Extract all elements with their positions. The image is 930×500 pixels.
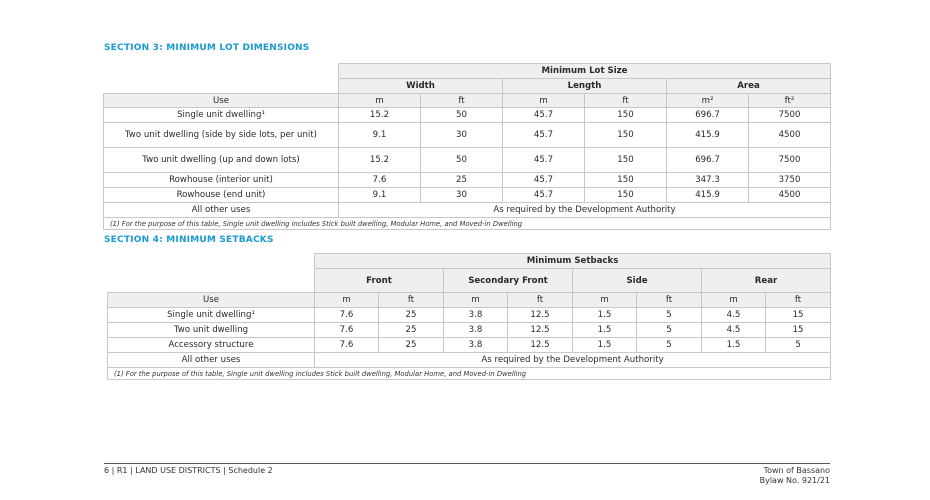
blank-cell	[104, 64, 339, 79]
value-cell: 5	[637, 308, 702, 323]
unit-cell: m	[573, 293, 637, 308]
value-cell: 9.1	[339, 188, 421, 203]
footer-bylaw	[760, 466, 830, 486]
group-header: Minimum Lot Size	[339, 64, 831, 79]
value-cell: 7.6	[339, 173, 421, 188]
sub-header-width: Width	[339, 79, 503, 94]
value-cell: 3.8	[444, 323, 508, 338]
table-row	[104, 203, 831, 218]
value-cell: 696.7	[667, 148, 749, 173]
sub-header-side: Side	[573, 269, 702, 293]
unit-cell: ft	[508, 293, 573, 308]
other-uses-text: As required by the Development Authority	[315, 353, 831, 368]
use-header: Use	[104, 94, 339, 108]
use-cell: Single unit dwelling¹	[108, 308, 315, 323]
use-cell: Rowhouse (end unit)	[104, 188, 339, 203]
table-footnote: (1) For the purpose of this table, Single unit dwelling includes Stick built dwelling, Modular Home, and Moved-in Dwelling	[104, 218, 831, 230]
value-cell: 50	[421, 108, 503, 123]
value-cell: 4500	[749, 123, 831, 148]
unit-cell: m	[503, 94, 585, 108]
value-cell: 150	[585, 123, 667, 148]
use-cell: Two unit dwelling	[108, 323, 315, 338]
use-cell: Accessory structure	[108, 338, 315, 353]
value-cell: 9.1	[339, 123, 421, 148]
value-cell: 1.5	[702, 338, 766, 353]
value-cell: 1.5	[573, 308, 637, 323]
value-cell: 7500	[749, 148, 831, 173]
table-row	[104, 173, 831, 188]
value-cell: 150	[585, 148, 667, 173]
value-cell: 3750	[749, 173, 831, 188]
value-cell: 3.8	[444, 308, 508, 323]
value-cell: 25	[379, 338, 444, 353]
value-cell: 15	[766, 308, 831, 323]
section-3-title: SECTION 3: MINIMUM LOT DIMENSIONS	[104, 43, 310, 53]
table-row	[104, 188, 831, 203]
value-cell: 415.9	[667, 188, 749, 203]
blank-cell	[104, 79, 339, 94]
value-cell: 50	[421, 148, 503, 173]
unit-cell: ft	[585, 94, 667, 108]
value-cell: 30	[421, 188, 503, 203]
footer-page-label: 6 | R1 | LAND USE DISTRICTS | Schedule 2	[104, 466, 273, 475]
units-row	[108, 293, 831, 308]
table-row	[104, 148, 831, 173]
unit-cell: m²	[667, 94, 749, 108]
unit-cell: m	[339, 94, 421, 108]
table-row	[108, 308, 831, 323]
value-cell: 4500	[749, 188, 831, 203]
footer-bylaw-number: Bylaw No. 921/21	[759, 476, 830, 485]
unit-cell: ft²	[749, 94, 831, 108]
sub-header-front: Front	[315, 269, 444, 293]
unit-cell: m	[315, 293, 379, 308]
blank-cell	[108, 269, 315, 293]
sub-header-rear: Rear	[702, 269, 831, 293]
value-cell: 12.5	[508, 338, 573, 353]
sub-header-area: Area	[667, 79, 831, 94]
value-cell: 25	[379, 323, 444, 338]
value-cell: 45.7	[503, 148, 585, 173]
value-cell: 1.5	[573, 323, 637, 338]
use-cell: Two unit dwelling (side by side lots, per unit)	[104, 123, 339, 148]
units-row	[104, 94, 831, 108]
unit-cell: ft	[421, 94, 503, 108]
value-cell: 415.9	[667, 123, 749, 148]
table-footnote: (1) For the purpose of this table, Single unit dwelling includes Stick built dwelling, Modular Home, and Moved-in Dwelling	[108, 368, 831, 380]
value-cell: 7.6	[315, 308, 379, 323]
use-cell: Rowhouse (interior unit)	[104, 173, 339, 188]
value-cell: 45.7	[503, 188, 585, 203]
unit-cell: m	[702, 293, 766, 308]
table-row	[108, 353, 831, 368]
table-row	[108, 323, 831, 338]
blank-cell	[108, 254, 315, 269]
value-cell: 25	[379, 308, 444, 323]
value-cell: 30	[421, 123, 503, 148]
value-cell: 45.7	[503, 123, 585, 148]
value-cell: 150	[585, 188, 667, 203]
section-4-title: SECTION 4: MINIMUM SETBACKS	[104, 235, 274, 245]
unit-cell: ft	[379, 293, 444, 308]
value-cell: 7.6	[315, 338, 379, 353]
value-cell: 150	[585, 173, 667, 188]
group-header: Minimum Setbacks	[315, 254, 831, 269]
sub-header-secondary-front: Secondary Front	[444, 269, 573, 293]
value-cell: 696.7	[667, 108, 749, 123]
footer-town: Town of Bassano	[763, 466, 830, 475]
value-cell: 15.2	[339, 148, 421, 173]
value-cell: 5	[637, 338, 702, 353]
footer-divider	[104, 463, 830, 464]
use-cell: Two unit dwelling (up and down lots)	[104, 148, 339, 173]
value-cell: 7500	[749, 108, 831, 123]
value-cell: 347.3	[667, 173, 749, 188]
unit-cell: ft	[766, 293, 831, 308]
use-cell: Single unit dwelling¹	[104, 108, 339, 123]
value-cell: 3.8	[444, 338, 508, 353]
value-cell: 12.5	[508, 323, 573, 338]
use-header: Use	[108, 293, 315, 308]
value-cell: 15	[766, 323, 831, 338]
use-cell: All other uses	[108, 353, 315, 368]
value-cell: 4.5	[702, 323, 766, 338]
value-cell: 45.7	[503, 173, 585, 188]
other-uses-text: As required by the Development Authority	[339, 203, 831, 218]
table-row	[104, 123, 831, 148]
value-cell: 150	[585, 108, 667, 123]
value-cell: 4.5	[702, 308, 766, 323]
table-row	[108, 338, 831, 353]
value-cell: 45.7	[503, 108, 585, 123]
table-row	[104, 108, 831, 123]
value-cell: 15.2	[339, 108, 421, 123]
value-cell: 5	[637, 323, 702, 338]
setbacks-table	[107, 253, 831, 380]
lot-dimensions-table	[103, 63, 831, 230]
value-cell: 1.5	[573, 338, 637, 353]
value-cell: 12.5	[508, 308, 573, 323]
value-cell: 7.6	[315, 323, 379, 338]
sub-header-length: Length	[503, 79, 667, 94]
use-cell: All other uses	[104, 203, 339, 218]
value-cell: 5	[766, 338, 831, 353]
value-cell: 25	[421, 173, 503, 188]
unit-cell: ft	[637, 293, 702, 308]
unit-cell: m	[444, 293, 508, 308]
